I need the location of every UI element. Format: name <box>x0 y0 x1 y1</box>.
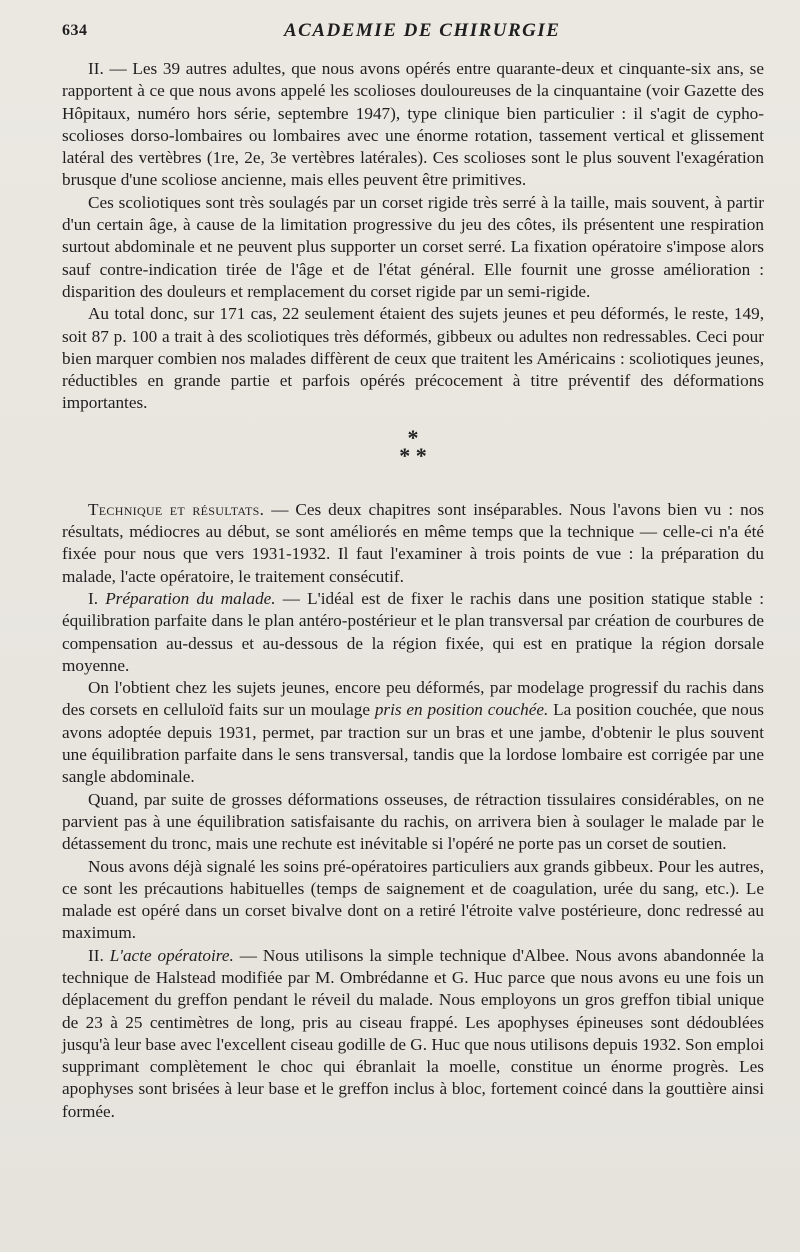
paragraph-technique <box>62 499 764 588</box>
paragraph <box>62 677 764 788</box>
separator-star-bottom: * * <box>399 442 427 468</box>
emphasis: pris en position couchée. <box>374 700 549 720</box>
paragraph: II. — Les 39 autres adultes, que nous avons opérés entre quarante-deux et cinquante-six ans, se rapportent à ce que nous avons appelé les scolioses douloureuses de la cinquantaine (voir Gazette des Hôpitaux, numéro hors série, septembre 1947), type clinique bien particulier : il s'agit de cypho-scolioses dorso-lombaires ou lombaires avec une énorme rotation, tassement vertical et glissement latéral des vertèbres (1re, 2e, 3e vertèbres latérales). Ces scolioses sont le plus souvent l'exagération brusque d'une scoliose ancienne, mais elles peuvent être primitives. <box>62 59 764 190</box>
paragraph-label: II. <box>88 945 110 965</box>
separator-star-top: * <box>407 424 419 450</box>
paragraph: Nous avons déjà signalé les soins pré-opératoires particuliers aux grands gibbeux. Pour les autres, ce sont les précautions habituelles (temps de saignement et de coagulation, urée du sang, etc.). Le malade est opéré dans un corset bivalve dont on a retiré l'étroite valve postérieure, donc redressé au maximum. <box>62 856 764 943</box>
paragraph: Quand, par suite de grosses déformations osseuses, de rétraction tissulaires considérables, on ne parvient pas à une équilibration satisfaisante du rachis, on arrivera bien à soulager le malade par le détassement du tronc, mais une rechute est inévitable si l'opéré ne porte pas un corset de soutien. <box>62 789 764 854</box>
paragraph-text: — Ces deux chapitres sont inséparables. Nous l'avons bien vu : nos résultats, médiocres au début, se sont améliorés en même temps que la technique — celle-ci n'a été fixée pour nous que vers 1931-1932. Il faut l'examiner à trois points de vue : la préparation du malade, l'acte opératoire, le traitement consécutif. <box>62 499 764 586</box>
article-body <box>62 58 764 1123</box>
section-heading: Technique et résultats. <box>88 499 265 519</box>
page-number: 634 <box>62 22 88 39</box>
paragraph-label: I. <box>88 588 106 608</box>
paragraph-text: — L'idéal est de fixer le rachis dans une position statique stable : équilibration parfaite dans le plan antéro-postérieur et le plan transversal par création de courbures de compensation au-dessus et au-dessous de la région fixée, qui est en pratique la région dorsale moyenne. <box>62 588 765 675</box>
subsection-title: L'acte opératoire. <box>109 945 234 965</box>
paragraph-text: — Nous utilisons la simple technique d'Albee. Nous avons abandonnée la technique de Halstead modifiée par M. Ombrédanne et G. Huc parce que nous avons eu une fois un déplacement du greffon pendant le réveil du malade. Nous employons un gros greffon tibial unique de 23 à 25 centimètres de long, pris au ciseau frappé. Les apophyses épineuses sont dédoublées jusqu'à leur base avec l'excellent ciseau godille de G. Huc que nous utilisons depuis 1932. Son emploi supprimant complètement le choc qui ébranlait la moelle, constitue un énorme progrès. Les apophyses sont brisées à leur base et le greffon inclus à bloc, fortement coincé dans la gouttière ainsi formée. <box>62 945 764 1121</box>
subsection-title: Préparation du malade. <box>105 588 276 608</box>
paragraph: Au total donc, sur 171 cas, 22 seulement étaient des sujets jeunes et peu déformés, le reste, 149, soit 87 p. 100 a trait à des scoliotiques très déformés, gibbeux ou adultes non redressables. Ceci pour bien marquer combien nos malades diffèrent de ceux que traitent les Américains : scoliotiques jeunes, réductibles en grande partie et parfois opérés précocement à titre préventif des déformations importantes. <box>62 304 764 413</box>
paragraph-text: On l'obtient chez les sujets jeunes, encore peu déformés, par modelage progressif du rachis dans des corsets en celluloïd faits sur un moulage <box>62 678 764 720</box>
section-separator <box>62 424 764 468</box>
paragraph-acte-operatoire <box>62 945 764 1123</box>
paragraph: Ces scoliotiques sont très soulagés par un corset rigide très serré à la taille, mais souvent, à partir d'un certain âge, à cause de la limitation progressive du jeu des côtes, ils présentent une respiration surtout abdominale et ne peuvent plus supporter un corset serré. La fixation opératoire s'impose alors sauf contre-indication tirée de l'âge et de l'état général. Elle fournit une grosse amélioration : disparition des douleurs et remplacement du corset rigide par un semi-rigide. <box>62 192 764 301</box>
page-header <box>62 18 762 48</box>
paragraph-text: La position couchée, que nous avons adoptée depuis 1931, permet, par traction sur un bras et une jambe, d'obtenir le plus souvent une équilibration parfaite dans le sens transversal, tandis que la lordose lombaire est corrigée par une sangle abdominale. <box>62 700 764 787</box>
running-title: ACADEMIE DE CHIRURGIE <box>284 20 561 41</box>
paragraph-preparation <box>62 588 764 677</box>
